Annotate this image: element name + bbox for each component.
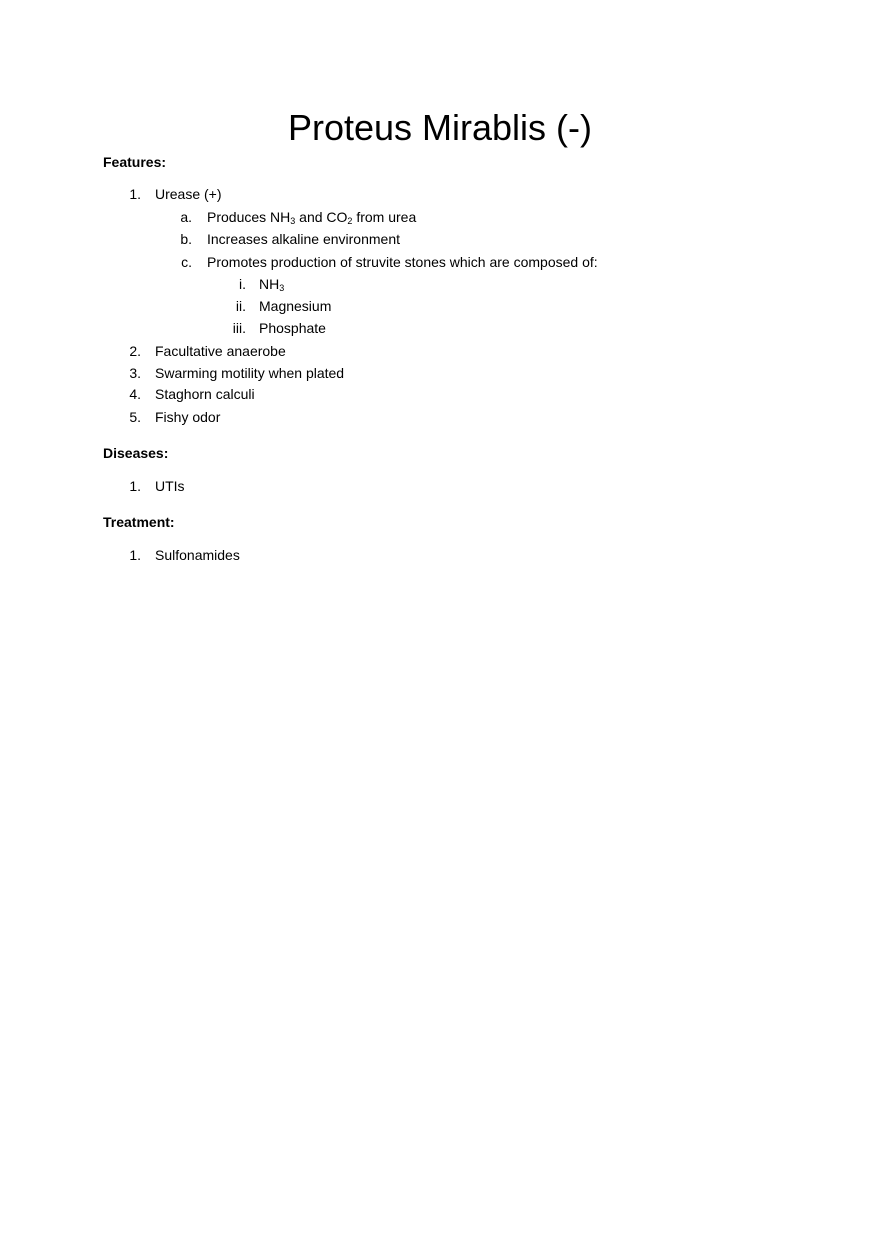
list-item-text: Sulfonamides [155,547,240,563]
document-title: Proteus Mirablis (-) [287,107,593,148]
list-item-text: Increases alkaline environment [207,231,400,247]
list-item-text: Urease (+) [155,186,222,202]
list-item-text: Phosphate [259,320,326,336]
list-item-text: UTIs [155,478,185,494]
text-segment: NH [259,276,280,292]
list-item-text [259,275,284,293]
list-item-text: Fishy odor [155,409,221,425]
list-marker: 1. [129,186,141,202]
list-marker: 2. [129,343,141,359]
list-marker: ii. [235,298,246,314]
list-item-text: Swarming motility when plated [155,365,345,381]
list-item-text [207,208,416,226]
treatment-heading: Treatment: [103,514,175,530]
list-item-text: Staghorn calculi [155,386,255,402]
list-marker: c. [181,254,192,270]
list-marker: 3. [129,365,141,381]
list-marker: b. [180,231,192,247]
list-item-text: Facultative anaerobe [155,343,286,359]
list-marker: i. [239,276,246,292]
features-heading: Features: [103,154,167,170]
list-marker: 5. [129,409,141,425]
list-marker: a. [180,209,192,225]
text-segment: from urea [352,209,417,225]
subscript: 2 [347,216,353,226]
list-marker: 1. [129,478,141,494]
list-marker: 4. [129,386,141,402]
list-marker: iii. [232,320,246,336]
subscript: 3 [290,216,296,226]
list-item-text: Magnesium [259,298,332,314]
text-segment: Produces NH [207,209,291,225]
text-segment: and CO [295,209,348,225]
diseases-heading: Diseases: [103,445,169,461]
list-item-text: Promotes production of struvite stones which are composed of: [207,254,598,270]
subscript: 3 [279,283,285,293]
list-marker: 1. [129,547,141,563]
